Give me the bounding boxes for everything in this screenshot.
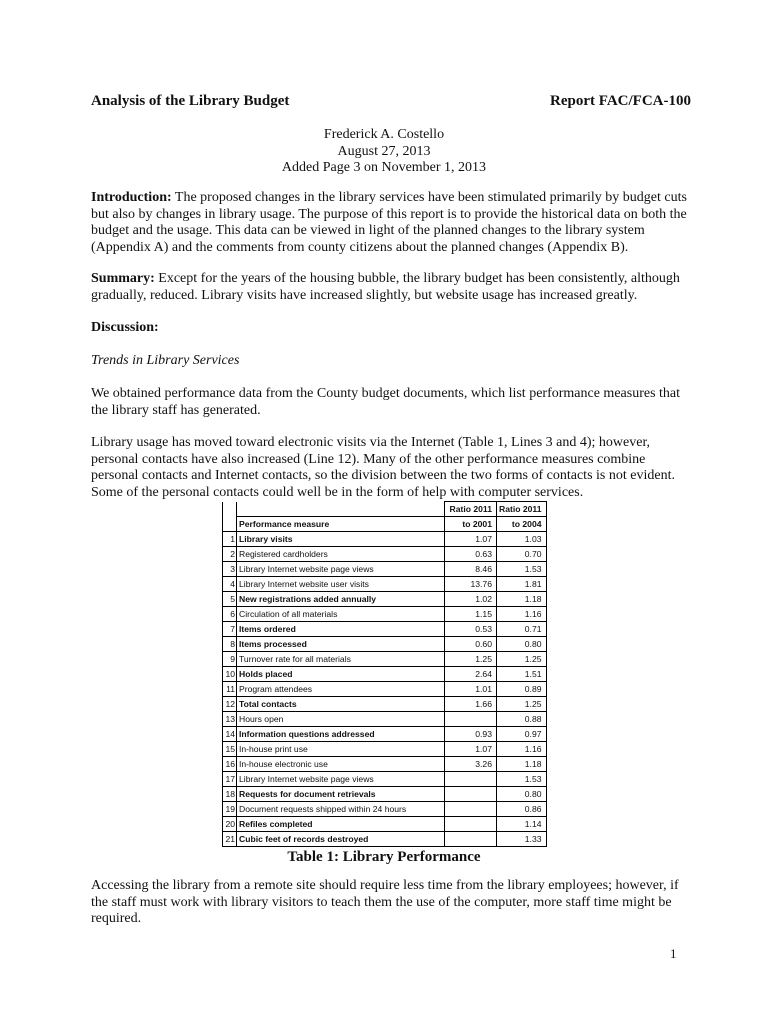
table-header-row-1 — [223, 502, 547, 517]
row-number-cell: 11 — [223, 682, 237, 697]
measure-cell: Holds placed — [237, 667, 445, 682]
ratio-2004-cell: 0.97 — [497, 727, 547, 742]
measure-cell: Items processed — [237, 637, 445, 652]
table-row — [223, 547, 547, 562]
author: Frederick A. Costello — [323, 127, 445, 142]
report-date: August 27, 2013 — [337, 143, 431, 159]
table-row — [223, 697, 547, 712]
row-number-cell: 21 — [223, 832, 237, 847]
introduction-paragraph — [91, 190, 691, 256]
performance-table — [222, 501, 547, 847]
title-row — [91, 93, 691, 110]
table-row — [223, 712, 547, 727]
row-number-cell: 8 — [223, 637, 237, 652]
ratio-2004-cell: 1.16 — [497, 742, 547, 757]
ratio-2004-cell: 0.70 — [497, 547, 547, 562]
row-number-cell: 17 — [223, 772, 237, 787]
row-number-cell: 14 — [223, 727, 237, 742]
ratio-2001-cell: 3.26 — [445, 757, 497, 772]
table-row — [223, 607, 547, 622]
measure-cell: Cubic feet of records destroyed — [237, 832, 445, 847]
ratio-2001-cell: 1.25 — [445, 652, 497, 667]
summary-label: Summary: — [91, 271, 155, 286]
page-number: 1 — [670, 946, 677, 961]
row-number-cell: 3 — [223, 562, 237, 577]
ratio-2004-cell: 0.89 — [497, 682, 547, 697]
header-blank-name — [237, 502, 445, 517]
measure-cell: Library Internet website page views — [237, 562, 445, 577]
introduction-text: The proposed changes in the library services have been stimulated primarily by budget cuts but also by changes in library usage. The purpose of this report is to provide the historical data on both the budget and the usage. This data can be viewed in light of the planned changes to the library system (Appendix A) and the comments from county citizens about the planned changes (Appendix B). — [91, 190, 687, 255]
ratio-2001-cell: 0.63 — [445, 547, 497, 562]
measure-cell: Library Internet website user visits — [237, 577, 445, 592]
table-row — [223, 532, 547, 547]
table-row — [223, 667, 547, 682]
ratio-2004-cell: 1.25 — [497, 697, 547, 712]
measure-cell: Library Internet website page views — [237, 772, 445, 787]
row-number-cell: 10 — [223, 667, 237, 682]
ratio-2001-cell: 1.15 — [445, 607, 497, 622]
measure-cell: Document requests shipped within 24 hours — [237, 802, 445, 817]
ratio-2004-cell: 1.25 — [497, 652, 547, 667]
ratio-2004-cell: 1.18 — [497, 592, 547, 607]
ratio-2004-cell: 0.80 — [497, 787, 547, 802]
ratio-2004-cell: 1.14 — [497, 817, 547, 832]
ratio-2004-cell: 1.51 — [497, 667, 547, 682]
table-row — [223, 622, 547, 637]
ratio-2001-cell — [445, 712, 497, 727]
row-number-cell: 2 — [223, 547, 237, 562]
ratio-2001-cell: 1.66 — [445, 697, 497, 712]
table-row — [223, 577, 547, 592]
table-header-row-2 — [223, 517, 547, 532]
row-number-cell: 9 — [223, 652, 237, 667]
table-row — [223, 817, 547, 832]
ratio-2001-cell: 1.07 — [445, 742, 497, 757]
report-id: Report FAC/FCA-100 — [550, 93, 691, 109]
table-row — [223, 652, 547, 667]
discussion-heading: Discussion: — [91, 320, 159, 335]
row-number-cell: 4 — [223, 577, 237, 592]
measure-cell: Total contacts — [237, 697, 445, 712]
measure-cell: Circulation of all materials — [237, 607, 445, 622]
ratio-2001-cell: 13.76 — [445, 577, 497, 592]
ratio-2001-cell: 8.46 — [445, 562, 497, 577]
table-caption: Table 1: Library Performance — [287, 849, 481, 865]
row-number-cell: 13 — [223, 712, 237, 727]
ratio-2004-cell: 1.53 — [497, 562, 547, 577]
ratio-2001-cell: 1.01 — [445, 682, 497, 697]
table-row — [223, 742, 547, 757]
ratio-2001-cell — [445, 832, 497, 847]
ratio-2001-cell — [445, 772, 497, 787]
row-number-cell: 6 — [223, 607, 237, 622]
measure-cell: Turnover rate for all materials — [237, 652, 445, 667]
header-ratio-2004-line1: Ratio 2011 — [497, 502, 547, 517]
row-number-cell: 15 — [223, 742, 237, 757]
discussion-paragraph-1: We obtained performance data from the County budget documents, which list performance measures that the library staff has generated. — [91, 386, 681, 418]
ratio-2004-cell: 1.18 — [497, 757, 547, 772]
ratio-2001-cell: 1.02 — [445, 592, 497, 607]
measure-cell: Hours open — [237, 712, 445, 727]
ratio-2004-cell: 1.33 — [497, 832, 547, 847]
summary-paragraph — [91, 271, 691, 304]
measure-cell: Refiles completed — [237, 817, 445, 832]
row-number-cell: 7 — [223, 622, 237, 637]
row-number-cell: 16 — [223, 757, 237, 772]
document-title: Analysis of the Library Budget — [91, 93, 290, 109]
ratio-2001-cell: 0.53 — [445, 622, 497, 637]
measure-cell: Items ordered — [237, 622, 445, 637]
ratio-2004-cell: 1.16 — [497, 607, 547, 622]
header-performance-measure: Performance measure — [237, 517, 445, 532]
ratio-2001-cell — [445, 787, 497, 802]
ratio-2004-cell: 0.88 — [497, 712, 547, 727]
ratio-2004-cell: 0.80 — [497, 637, 547, 652]
table-row — [223, 592, 547, 607]
ratio-2001-cell: 1.07 — [445, 532, 497, 547]
row-number-cell: 5 — [223, 592, 237, 607]
measure-cell: Library visits — [237, 532, 445, 547]
summary-text: Except for the years of the housing bubble, the library budget has been consistently, although gradually, reduced. Library visits have increased slightly, but website usage has increased greatly. — [91, 271, 680, 303]
header-ratio-2004-line2: to 2004 — [497, 517, 547, 532]
ratio-2004-cell: 0.86 — [497, 802, 547, 817]
table-row — [223, 682, 547, 697]
ratio-2004-cell: 1.81 — [497, 577, 547, 592]
discussion-paragraph-2: Library usage has moved toward electronic visits via the Internet (Table 1, Lines 3 and 4); however, personal contacts have also increased (Line 12). Many of the other performance measures combine personal contacts and Internet contacts, so the division between the two forms of contacts is not evident. Some of the personal contacts could well be in the form of help with computer services. — [91, 435, 675, 500]
header-blank-2 — [223, 517, 237, 532]
header-ratio-2001-line2: to 2001 — [445, 517, 497, 532]
header-ratio-2001-line1: Ratio 2011 — [445, 502, 497, 517]
ratio-2001-cell — [445, 802, 497, 817]
update-note: Added Page 3 on November 1, 2013 — [281, 160, 487, 175]
ratio-2001-cell — [445, 817, 497, 832]
discussion-paragraph-3: Accessing the library from a remote site should require less time from the library employees; however, if the staff must work with library visitors to teach them the use of the computer, more staff time might be required. — [91, 878, 679, 926]
row-number-cell: 12 — [223, 697, 237, 712]
ratio-2004-cell: 1.03 — [497, 532, 547, 547]
row-number-cell: 20 — [223, 817, 237, 832]
row-number-cell: 18 — [223, 787, 237, 802]
table-row — [223, 727, 547, 742]
table-row — [223, 832, 547, 847]
ratio-2004-cell: 0.71 — [497, 622, 547, 637]
introduction-label: Introduction: — [91, 190, 172, 205]
trends-subheading: Trends in Library Services — [91, 353, 240, 368]
ratio-2004-cell: 1.53 — [497, 772, 547, 787]
measure-cell: Information questions addressed — [237, 727, 445, 742]
measure-cell: Registered cardholders — [237, 547, 445, 562]
row-number-cell: 19 — [223, 802, 237, 817]
ratio-2001-cell: 0.93 — [445, 727, 497, 742]
table-row — [223, 802, 547, 817]
ratio-2001-cell: 0.60 — [445, 637, 497, 652]
measure-cell: In-house print use — [237, 742, 445, 757]
header-blank — [223, 502, 237, 517]
table-row — [223, 757, 547, 772]
row-number-cell: 1 — [223, 532, 237, 547]
table-row — [223, 637, 547, 652]
measure-cell: Requests for document retrievals — [237, 787, 445, 802]
table-row — [223, 787, 547, 802]
measure-cell: New registrations added annually — [237, 592, 445, 607]
ratio-2001-cell: 2.64 — [445, 667, 497, 682]
measure-cell: In-house electronic use — [237, 757, 445, 772]
table-row — [223, 772, 547, 787]
measure-cell: Program attendees — [237, 682, 445, 697]
byline — [0, 127, 768, 177]
table-row — [223, 562, 547, 577]
